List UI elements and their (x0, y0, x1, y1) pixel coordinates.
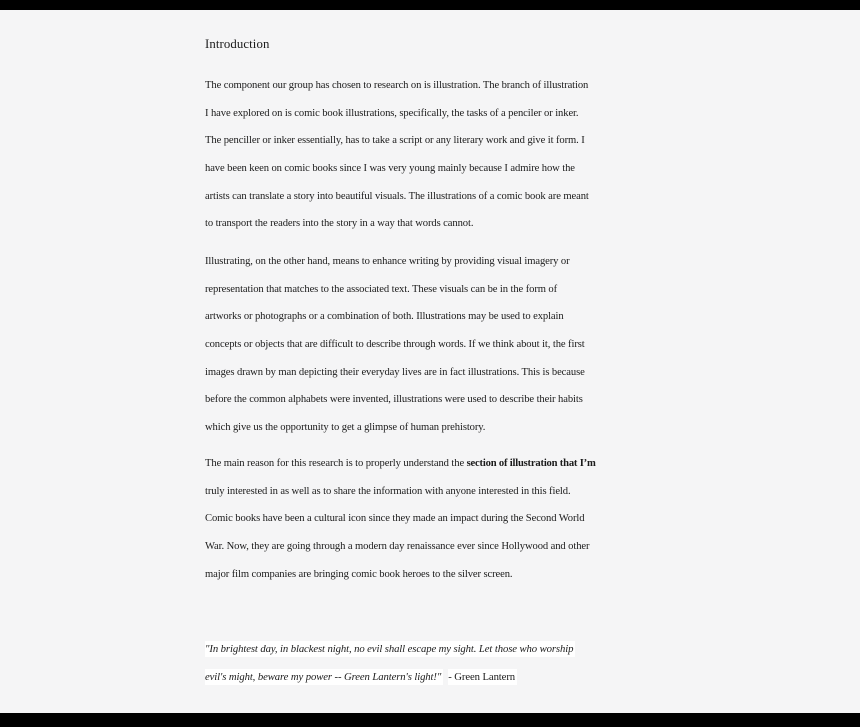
paragraph-1 (205, 72, 685, 238)
text-line: have been keen on comic books since I was very young mainly because I admire how the (205, 162, 575, 174)
text-line: The component our group has chosen to research on is illustration. The branch of illustration (205, 80, 589, 91)
text-line: Comic books have been a cultural icon since they made an impact during the Second World (205, 513, 585, 525)
quote-attribution: - Green Lantern (448, 670, 516, 683)
emphasized-phrase: section of illustration that I’m (466, 458, 596, 469)
text-line: Illustrating, on the other hand, means to enhance writing by providing visual imagery or (205, 256, 570, 267)
page-title: Introduction (205, 37, 270, 51)
quote-block (205, 636, 685, 691)
quote-line (205, 664, 685, 692)
text-line: artworks or photographs or a combination of both. Illustrations may be used to explain (205, 311, 564, 323)
text-line: concepts or objects that are difficult to describe through words. If we think about it, the first (205, 338, 585, 350)
text-line (205, 450, 685, 478)
text-line: which give us the opportunity to get a glimpse of human prehistory. (205, 421, 486, 433)
text-line: images drawn by man depicting their everyday lives are in fact illustrations. This is because (205, 366, 585, 378)
text-line: to transport the readers into the story in a way that words cannot. (205, 218, 474, 230)
quote-text: "In brightest day, in blackest night, no evil shall escape my sight. Let those who worship (205, 643, 574, 655)
text-line: War. Now, they are going through a modern day renaissance ever since Hollywood and other (205, 540, 590, 552)
text-segment: The main reason for this research is to properly understand the (205, 458, 467, 469)
quote-text: evil's might, beware my power -- Green Lantern's light!" (205, 670, 442, 683)
quote-line (205, 636, 685, 664)
text-line: I have explored on is comic book illustrations, specifically, the tasks of a penciler or inker. (205, 107, 579, 119)
text-line: representation that matches to the associated text. These visuals can be in the form of (205, 283, 558, 295)
bottom-letterbox-bar (0, 713, 860, 727)
text-line: major film companies are bringing comic book heroes to the silver screen. (205, 568, 513, 580)
top-letterbox-bar (0, 0, 860, 10)
text-line: before the common alphabets were invented, illustrations were used to describe their habits (205, 394, 583, 406)
paragraph-3 (205, 450, 685, 588)
text-line: The penciller or inker essentially, has to take a script or any literary work and give it form. I (205, 135, 585, 147)
text-line: artists can translate a story into beautiful visuals. The illustrations of a comic book are meant (205, 190, 589, 202)
text-line: truly interested in as well as to share the information with anyone interested in this field. (205, 485, 571, 497)
paragraph-2 (205, 248, 685, 441)
